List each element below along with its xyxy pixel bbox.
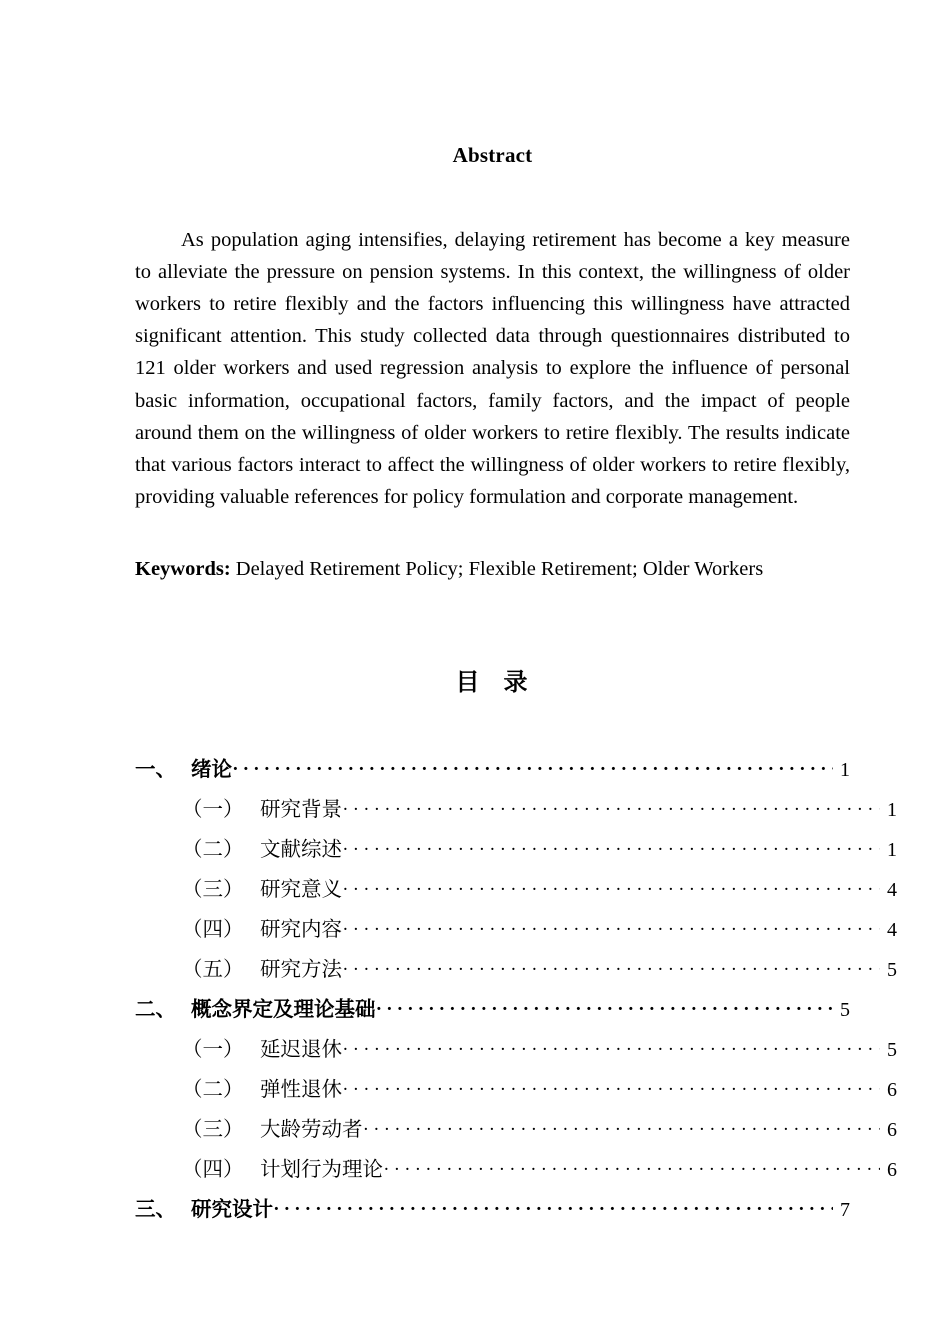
toc-entry-number: （四） bbox=[182, 1159, 244, 1181]
keywords-value: Delayed Retirement Policy; Flexible Retirement; Older Workers bbox=[230, 558, 764, 580]
toc-entry-level-2[interactable] bbox=[135, 1032, 897, 1072]
toc-entry-title: 研究方法 bbox=[260, 959, 342, 981]
toc-dot-leader bbox=[343, 876, 880, 897]
toc-entry-level-2[interactable] bbox=[135, 912, 897, 952]
toc-entry-title: 研究内容 bbox=[260, 919, 342, 941]
toc-heading-char-lu: 录 bbox=[503, 669, 530, 696]
toc-entry-number: 一、 bbox=[135, 758, 176, 781]
toc-entry-page-number: 6 bbox=[887, 1119, 897, 1141]
abstract-heading: Abstract bbox=[452, 143, 533, 167]
toc-entry-page-number: 5 bbox=[887, 959, 897, 981]
keywords-block bbox=[135, 553, 850, 585]
toc-entry-level-2[interactable] bbox=[135, 952, 897, 992]
toc-entry-title: 研究设计 bbox=[191, 1198, 273, 1221]
toc-entry-page-number: 1 bbox=[887, 799, 897, 821]
toc-entry-page-number: 1 bbox=[887, 839, 897, 861]
toc-dot-leader bbox=[384, 1156, 880, 1177]
toc-entry-number: （五） bbox=[182, 959, 244, 981]
toc-entry-number: （四） bbox=[182, 919, 244, 941]
toc-dot-leader bbox=[233, 756, 833, 777]
toc-heading-char-mu: 目 bbox=[455, 669, 482, 696]
toc-entry-number: 三、 bbox=[135, 1198, 176, 1221]
toc-entry-number: （三） bbox=[182, 879, 244, 901]
toc-dot-leader bbox=[274, 1196, 833, 1217]
toc-entry-title: 概念界定及理论基础 bbox=[191, 998, 376, 1021]
toc-entry-page-number: 1 bbox=[840, 759, 850, 781]
toc-entry-title: 研究意义 bbox=[260, 879, 342, 901]
toc-entry-number: 二、 bbox=[135, 998, 176, 1021]
toc-entry-title: 研究背景 bbox=[260, 799, 342, 821]
toc-entry-number: （一） bbox=[182, 799, 244, 821]
toc-dot-leader bbox=[343, 796, 880, 817]
toc-entry-number: （二） bbox=[182, 839, 244, 861]
toc-entry-level-1[interactable] bbox=[135, 752, 850, 792]
toc-entry-page-number: 7 bbox=[840, 1199, 850, 1221]
table-of-contents-list bbox=[135, 752, 897, 1232]
toc-dot-leader bbox=[343, 836, 880, 857]
toc-entry-title: 弹性退休 bbox=[260, 1079, 342, 1101]
toc-entry-title: 大龄劳动者 bbox=[260, 1119, 363, 1141]
toc-entry-level-2[interactable] bbox=[135, 872, 897, 912]
toc-entry-page-number: 6 bbox=[887, 1159, 897, 1181]
toc-dot-leader bbox=[377, 996, 834, 1017]
toc-entry-page-number: 4 bbox=[887, 919, 897, 941]
toc-entry-number: （二） bbox=[182, 1079, 244, 1101]
abstract-body-paragraph: As population aging intensifies, delaying retirement has become a key measure to alleviate the pressure on pension systems. In this context, the willingness of older workers to retire flexibly and the factors influencing this willingness have attracted significant attention. This study collected data through questionnaires distributed to 121 older workers and used regression analysis to explore the influence of personal basic information, occupational factors, family factors, and the impact of people around them on the willingness of older workers to retire flexibly. The results indicate that various factors interact to affect the willingness of older workers to retire flexibly, providing valuable references for policy formulation and corporate management. bbox=[135, 228, 850, 509]
toc-dot-leader bbox=[343, 956, 880, 977]
toc-entry-title: 绪论 bbox=[191, 758, 232, 781]
toc-entry-level-1[interactable] bbox=[135, 992, 850, 1032]
keywords-label: Keywords: bbox=[135, 558, 231, 580]
toc-entry-level-1[interactable] bbox=[135, 1192, 850, 1232]
toc-entry-page-number: 4 bbox=[887, 879, 897, 901]
toc-entry-level-2[interactable] bbox=[135, 792, 897, 832]
toc-entry-page-number: 5 bbox=[887, 1039, 897, 1061]
toc-entry-number: （一） bbox=[182, 1039, 244, 1061]
toc-entry-level-2[interactable] bbox=[135, 1152, 897, 1192]
toc-entry-level-2[interactable] bbox=[135, 1112, 897, 1152]
toc-entry-title: 计划行为理论 bbox=[260, 1159, 383, 1181]
toc-entry-title: 延迟退休 bbox=[260, 1039, 342, 1061]
toc-entry-page-number: 5 bbox=[840, 999, 850, 1021]
table-of-contents-heading bbox=[135, 668, 850, 698]
toc-entry-title: 文献综述 bbox=[260, 839, 342, 861]
toc-entry-page-number: 6 bbox=[887, 1079, 897, 1101]
toc-dot-leader bbox=[343, 916, 880, 937]
toc-entry-level-2[interactable] bbox=[135, 832, 897, 872]
toc-dot-leader bbox=[343, 1076, 880, 1097]
toc-dot-leader bbox=[364, 1116, 881, 1137]
toc-dot-leader bbox=[343, 1036, 880, 1057]
toc-entry-number: （三） bbox=[182, 1119, 244, 1141]
toc-entry-level-2[interactable] bbox=[135, 1072, 897, 1112]
